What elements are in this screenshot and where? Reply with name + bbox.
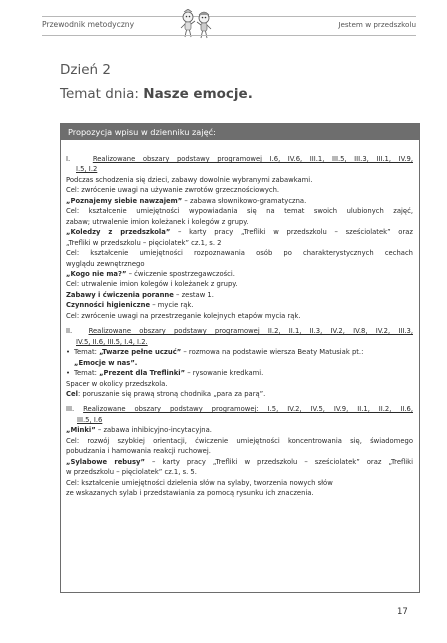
header-book-title: Jestem w przedszkolu <box>338 20 416 29</box>
section-3-heading-cont: III.5, I.6 <box>77 415 103 424</box>
section-1-activity-5: Czynności higieniczne – mycie rąk. <box>66 301 194 310</box>
section-1-activity-2: „Koledzy z przedszkola” – karty pracy „Trefliki w przedszkolu – sześciolatek” oraz <box>66 228 413 237</box>
journal-entry-content <box>66 154 413 499</box>
section-2-heading-cont: IV.5, II.6, III.5, I.4, I.2. <box>76 337 148 346</box>
section-2-goal: Cel: poruszanie się prawą stroną chodnika „para za parą”. <box>66 389 266 398</box>
section-1-goal-3-cont: wyglądu zewnętrznego <box>66 259 145 268</box>
section-3-heading: III. Realizowane obszary podstawy programowej: I.5, IV.2, IV.5, IV.9, II.1, II.2, II.6, <box>66 405 413 414</box>
header-divider <box>42 35 416 36</box>
section-1-activity-1: „Poznajemy siebie nawzajem” – zabawa słownikowo-gramatyczna. <box>66 196 307 205</box>
section-1-activity-4: Zabawy i ćwiczenia poranne – zestaw 1. <box>66 290 214 299</box>
journal-entry-box <box>60 123 420 593</box>
section-1-goal-5: Cel: zwrócenie uwagi na przestrzeganie kolejnych etapów mycia rąk. <box>66 311 301 320</box>
section-3-activity-1: „Minki” – zabawa inhibicyjno-incytacyjna. <box>66 426 212 435</box>
section-3-activity-2-cont: w przedszkolu – pięciolatek” cz.1, s. 5. <box>66 468 197 477</box>
journal-entry-title: Propozycja wpisu w dzienniku zajęć: <box>61 124 419 140</box>
section-1-activity-2-cont: „Trefliki w przedszkolu – pięciolatek” cz.1, s. 2 <box>66 238 222 247</box>
topic-heading <box>60 86 253 102</box>
section-3-goal-2: Cel: kształcenie umiejętności dzielenia słów na sylaby, tworzenia nowych słów <box>66 478 333 487</box>
section-2-bullet-2: • Temat: „Prezent dla Treflinki” – rysowanie kredkami. <box>66 369 264 378</box>
section-1-goal-4: Cel: utrwalenie imion kolegów i koleżanek z grupy. <box>66 280 238 289</box>
section-3-goal-1: Cel: rozwój szybkiej orientacji, ćwiczenie umiejętności koncentrowania się, świadomego <box>66 436 413 445</box>
section-1-goal-3: Cel: kształcenie umiejętności rozpoznawania osób po charakterystycznych cechach <box>66 249 413 258</box>
bullet-icon: • <box>66 369 71 378</box>
topic-title: Nasze emocje. <box>143 86 253 102</box>
section-3-activity-2: „Sylabowe rebusy” – karty pracy „Trefliki w przedszkolu – sześciolatek” oraz „Trefliki <box>66 457 413 466</box>
header-guide-title: Przewodnik metodyczny <box>42 20 135 29</box>
section-1-heading: I. Realizowane obszary podstawy programowej I.6, IV.6, III.1, III.5, III.3, III.1, IV.9, <box>66 155 413 163</box>
page-number: 17 <box>397 607 408 617</box>
topic-prefix: Temat dnia: <box>60 86 144 102</box>
bullet-icon: • <box>66 348 71 357</box>
section-1-goal-1: Cel: zwrócenie uwagi na używanie zwrotów grzecznościowych. <box>66 186 280 195</box>
page-header <box>42 16 416 37</box>
section-1-heading-cont: I.5, I.2 <box>76 165 98 174</box>
section-3-goal-1-cont: pobudzania i hamowania reakcji ruchowej. <box>66 447 211 456</box>
day-heading: Dzień 2 <box>60 62 111 78</box>
section-3-goal-2-cont: ze wskazanych sylab i przedstawiania za pomocą rysunku ich znaczenia. <box>66 489 314 498</box>
section-2-heading: II. Realizowane obszary podstawy programowej II.2, II.1, II.3, IV.2, IV.8, IV.2, III.3, <box>66 327 413 336</box>
section-1-goal-2: Cel: kształcenie umiejętności wypowiadania się na temat swoich ulubionych zajęć, <box>66 207 413 216</box>
section-1-activity-3: „Kogo nie ma?” – ćwiczenie spostrzegawczości. <box>66 269 235 278</box>
section-2-walk: Spacer w okolicy przedszkola. <box>66 379 168 388</box>
section-2-bullet-1: • Temat: „Twarze pełne uczuć” – rozmowa na podstawie wiersza Beaty Matusiak pt.: „Emocje w nas”. <box>66 348 364 367</box>
trefliki-figures-icon <box>176 9 216 41</box>
section-1-para: Podczas schodzenia się dzieci, zabawy dowolnie wybranymi zabawkami. <box>66 175 313 184</box>
section-1-goal-2-cont: zabaw; utrwalenie imion koleżanek i kolegów z grupy. <box>66 217 249 226</box>
